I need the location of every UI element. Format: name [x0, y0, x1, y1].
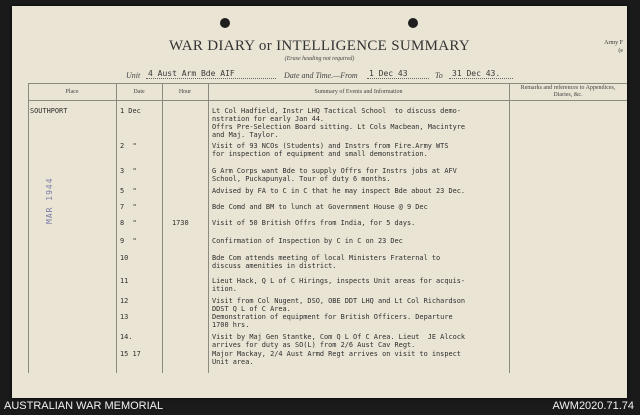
- table-left-rule: [28, 83, 29, 373]
- entry-summary-line: Visit of 50 British Offrs from India, for 5 days.: [212, 219, 416, 227]
- entry-date: 10: [120, 254, 129, 262]
- table-header-rule: [28, 100, 627, 101]
- entry-summary-line: Offrs Pre-Selection Board sitting. Lt Cols Macbean, Macintyre: [212, 123, 466, 131]
- entry-date: 13: [120, 313, 129, 321]
- entry-date: 12: [120, 297, 129, 305]
- page-title: WAR DIARY or INTELLIGENCE SUMMARY: [168, 38, 470, 54]
- diary-page: [12, 6, 627, 398]
- period-from: 1 Dec 43: [369, 69, 408, 78]
- entry-date: 9 ": [120, 237, 137, 245]
- col-rule-date: [162, 83, 163, 373]
- army-form-note: [604, 39, 623, 55]
- col-head-place: Place: [65, 89, 79, 95]
- entry-date: 7 ": [120, 203, 137, 211]
- entry-place: SOUTHPORT: [30, 107, 68, 115]
- entry-summary-line: School, Puckapunyal. Tour of duty 6 months.: [212, 175, 391, 183]
- entry-summary-line: nstration for early Jan 44.: [212, 115, 325, 123]
- received-stamp: MAR 1944: [45, 177, 54, 224]
- entry-summary-line: Major Mackay, 2/4 Aust Armd Regt arrives on visit to inspect: [212, 350, 461, 358]
- col-head-remarks: Remarks and references to Appendices, Diaries, &c.: [520, 85, 616, 98]
- unit-label: Unit: [126, 71, 141, 80]
- entry-summary-line: Demonstration of equipment for British Officers. Departure: [212, 313, 453, 321]
- entry-summary-line: Unit area.: [212, 358, 254, 366]
- entry-date: 14.: [120, 333, 133, 341]
- period-to: 31 Dec 43.: [452, 69, 501, 78]
- entry-summary-line: arrives for duty as SO(L) from 2/6 Aust Cav Regt.: [212, 341, 416, 349]
- entry-summary-line: ition.: [212, 285, 237, 293]
- entry-summary-line: Advised by FA to C in C that he may inspect Bde about 23 Dec.: [212, 187, 466, 195]
- entry-date: 5 ": [120, 187, 137, 195]
- entry-summary-line: discuss amenities in district.: [212, 262, 337, 270]
- page-subtitle: (Erase heading not required): [284, 56, 355, 62]
- entry-date: 2 ": [120, 142, 137, 150]
- army-form-label: Army F: [604, 40, 623, 46]
- entry-summary-line: 1700 hrs.: [212, 321, 250, 329]
- entry-summary-line: G Arm Corps want Bde to supply Offrs for Instrs jobs at AFV: [212, 167, 457, 175]
- entry-summary-line: Visit by Maj Gen Stantke, Com Q L Of C Area. Lieut JE Alcock: [212, 333, 466, 341]
- entry-hour: 1730: [172, 219, 189, 227]
- entry-summary-line: Bde Com attends meeting of local Ministers Fraternal to: [212, 254, 441, 262]
- entry-date: 3 ": [120, 167, 137, 175]
- table-top-rule: [28, 83, 627, 84]
- entry-summary-line: Lt Col Hadfield, Instr LHQ Tactical School to discuss demo-: [212, 107, 461, 115]
- entry-date: 15 17: [120, 350, 141, 358]
- army-form-sub: (e: [618, 48, 623, 54]
- col-head-date: Date: [133, 89, 145, 95]
- col-rule-hour: [208, 83, 209, 373]
- period-to-label: To: [435, 71, 443, 80]
- punch-hole-left: [220, 18, 230, 28]
- col-rule-place: [116, 83, 117, 373]
- entry-summary-line: DDST Q L of C Area.: [212, 305, 291, 313]
- entry-summary-line: for inspection of equipment and small demonstration.: [212, 150, 428, 158]
- entry-date: 1 Dec: [120, 107, 141, 115]
- unit-value: 4 Aust Arm Bde AIF: [148, 69, 235, 78]
- entry-summary-line: Visit of 93 NCOs (Students) and Instrs from Fire.Army WTS: [212, 142, 449, 150]
- unit-dotted-line: [146, 78, 276, 79]
- punch-hole-right: [408, 18, 418, 28]
- footer-accession: AWM2020.71.74: [552, 400, 634, 412]
- entry-date: 11: [120, 277, 129, 285]
- entry-summary-line: Bde Comd and BM to lunch at Government House @ 9 Dec: [212, 203, 428, 211]
- entry-summary-line: and Maj. Taylor.: [212, 131, 279, 139]
- footer-credit: AUSTRALIAN WAR MEMORIAL: [4, 400, 164, 412]
- period-label: Date and Time.—From: [284, 71, 358, 80]
- entry-date: 8 ": [120, 219, 137, 227]
- col-head-hour: Hour: [178, 89, 192, 95]
- from-dotted-line: [367, 78, 429, 79]
- entry-summary-line: Confirmation of Inspection by C in C on 23 Dec: [212, 237, 403, 245]
- entry-summary-line: Visit from Col Nugent, DSO, OBE DDT LHQ and Lt Col Richardson: [212, 297, 466, 305]
- to-dotted-line: [449, 78, 513, 79]
- entry-summary-line: Lieut Hack, Q L of C Hirings, inspects Unit areas for acquis-: [212, 277, 466, 285]
- col-head-summary: Summary of Events and Information: [314, 89, 403, 95]
